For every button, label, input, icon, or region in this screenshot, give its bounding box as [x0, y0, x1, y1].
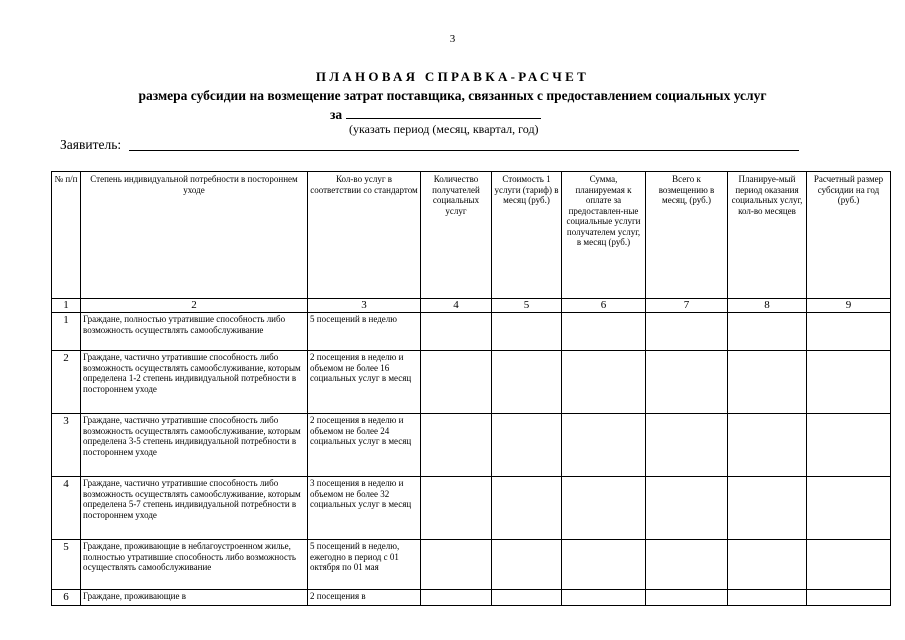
period-blank[interactable] — [346, 106, 541, 119]
document-title: ПЛАНОВАЯ СПРАВКА-РАСЧЕТ — [315, 69, 590, 84]
column-number: 4 — [421, 299, 492, 313]
cell-tariff[interactable] — [492, 414, 562, 477]
applicant-blank[interactable] — [129, 150, 799, 151]
table-row — [52, 477, 891, 540]
row-category: Граждане, проживающие в неблагоустроенном жилье, полностью утратившие способность либо возможность осуществлять самообслуживание — [81, 540, 308, 590]
cell-monthly-sum[interactable] — [562, 414, 646, 477]
cell-total-reimbursement[interactable] — [646, 590, 728, 606]
header-cell-annual-subsidy: Расчетный размер субсидии на год (руб.) — [807, 172, 891, 299]
cell-recipients[interactable] — [421, 540, 492, 590]
row-services: 5 посещений в неделю, ежегодно в период с 01 октября по 01 мая — [308, 540, 421, 590]
table-row — [52, 351, 891, 414]
cell-tariff[interactable] — [492, 590, 562, 606]
period-label: за — [330, 107, 343, 122]
table-row — [52, 540, 891, 590]
cell-annual-subsidy[interactable] — [807, 313, 891, 351]
header-cell-planned-period: Планируе-мый период оказания социальных услуг, кол-во месяцев — [728, 172, 807, 299]
header-cell-recipients: Количество получателей социальных услуг — [421, 172, 492, 299]
document-subtitle: размера субсидии на возмещение затрат поставщика, связанных с предоставлением социальных услуг — [138, 88, 767, 103]
row-category: Граждане, частично утратившие способность либо возможность осуществлять самообслуживание, которым определена 3-5 степень индивидуальной потребности в постороннем уходе — [81, 414, 308, 477]
cell-recipients[interactable] — [421, 477, 492, 540]
cell-tariff[interactable] — [492, 313, 562, 351]
header-cell-num: № п/п — [52, 172, 81, 299]
cell-tariff[interactable] — [492, 477, 562, 540]
table-row — [52, 414, 891, 477]
page-number: 3 — [449, 33, 456, 45]
header-cell-category: Степень индивидуальной потребности в постороннем уходе — [81, 172, 308, 299]
table-row — [52, 590, 891, 606]
cell-recipients[interactable] — [421, 590, 492, 606]
row-category: Граждане, частично утратившие способность либо возможность осуществлять самообслуживание, которым определена 5-7 степень индивидуальной потребности в постороннем уходе — [81, 477, 308, 540]
header-cell-services: Кол-во услуг в соответствии со стандартом — [308, 172, 421, 299]
column-number-row — [52, 299, 891, 313]
applicant-label: Заявитель: — [60, 137, 122, 152]
cell-monthly-sum[interactable] — [562, 351, 646, 414]
row-number: 1 — [52, 313, 81, 351]
row-category: Граждане, частично утратившие способность либо возможность осуществлять самообслуживание, которым определена 1-2 степень индивидуальной потребности в постороннем уходе — [81, 351, 308, 414]
cell-annual-subsidy[interactable] — [807, 414, 891, 477]
cell-monthly-sum[interactable] — [562, 590, 646, 606]
cell-planned-period[interactable] — [728, 540, 807, 590]
cell-tariff[interactable] — [492, 351, 562, 414]
row-number: 3 — [52, 414, 81, 477]
column-number: 8 — [728, 299, 807, 313]
cell-monthly-sum[interactable] — [562, 540, 646, 590]
row-category: Граждане, полностью утратившие способность либо возможность осуществлять самообслуживание — [81, 313, 308, 351]
table-row — [52, 313, 891, 351]
cell-total-reimbursement[interactable] — [646, 313, 728, 351]
cell-planned-period[interactable] — [728, 351, 807, 414]
cell-recipients[interactable] — [421, 351, 492, 414]
column-number: 2 — [81, 299, 308, 313]
row-category: Граждане, проживающие в — [81, 590, 308, 606]
cell-annual-subsidy[interactable] — [807, 540, 891, 590]
cell-recipients[interactable] — [421, 414, 492, 477]
period-note: (указать период (месяц, квартал, год) — [349, 122, 539, 136]
cell-tariff[interactable] — [492, 540, 562, 590]
cell-total-reimbursement[interactable] — [646, 540, 728, 590]
row-services: 5 посещений в неделю — [308, 313, 421, 351]
column-number: 5 — [492, 299, 562, 313]
calculation-table — [51, 171, 891, 606]
column-number: 9 — [807, 299, 891, 313]
cell-monthly-sum[interactable] — [562, 313, 646, 351]
column-number: 7 — [646, 299, 728, 313]
row-number: 6 — [52, 590, 81, 606]
cell-annual-subsidy[interactable] — [807, 477, 891, 540]
table-header-row — [52, 172, 891, 299]
period-line — [330, 106, 541, 123]
row-services: 2 посещения в неделю и объемом не более 24 социальных услуг в месяц — [308, 414, 421, 477]
header-cell-monthly-sum: Сумма, планируемая к оплате за предоставлен-ные социальные услуги получателем услуг, в месяц (руб.) — [562, 172, 646, 299]
row-services: 3 посещения в неделю и объемом не более 32 социальных услуг в месяц — [308, 477, 421, 540]
cell-total-reimbursement[interactable] — [646, 414, 728, 477]
header-cell-tariff: Стоимость 1 услуги (тариф) в месяц (руб.) — [492, 172, 562, 299]
header-cell-total-reimbursement: Всего к возмещению в месяц, (руб.) — [646, 172, 728, 299]
cell-annual-subsidy[interactable] — [807, 351, 891, 414]
column-number: 1 — [52, 299, 81, 313]
cell-planned-period[interactable] — [728, 414, 807, 477]
cell-planned-period[interactable] — [728, 477, 807, 540]
cell-total-reimbursement[interactable] — [646, 351, 728, 414]
column-number: 3 — [308, 299, 421, 313]
row-number: 4 — [52, 477, 81, 540]
column-number: 6 — [562, 299, 646, 313]
cell-annual-subsidy[interactable] — [807, 590, 891, 606]
cell-recipients[interactable] — [421, 313, 492, 351]
cell-planned-period[interactable] — [728, 313, 807, 351]
row-number: 2 — [52, 351, 81, 414]
cell-total-reimbursement[interactable] — [646, 477, 728, 540]
row-number: 5 — [52, 540, 81, 590]
cell-planned-period[interactable] — [728, 590, 807, 606]
row-services: 2 посещения в неделю и объемом не более 16 социальных услуг в месяц — [308, 351, 421, 414]
cell-monthly-sum[interactable] — [562, 477, 646, 540]
row-services: 2 посещения в — [308, 590, 421, 606]
